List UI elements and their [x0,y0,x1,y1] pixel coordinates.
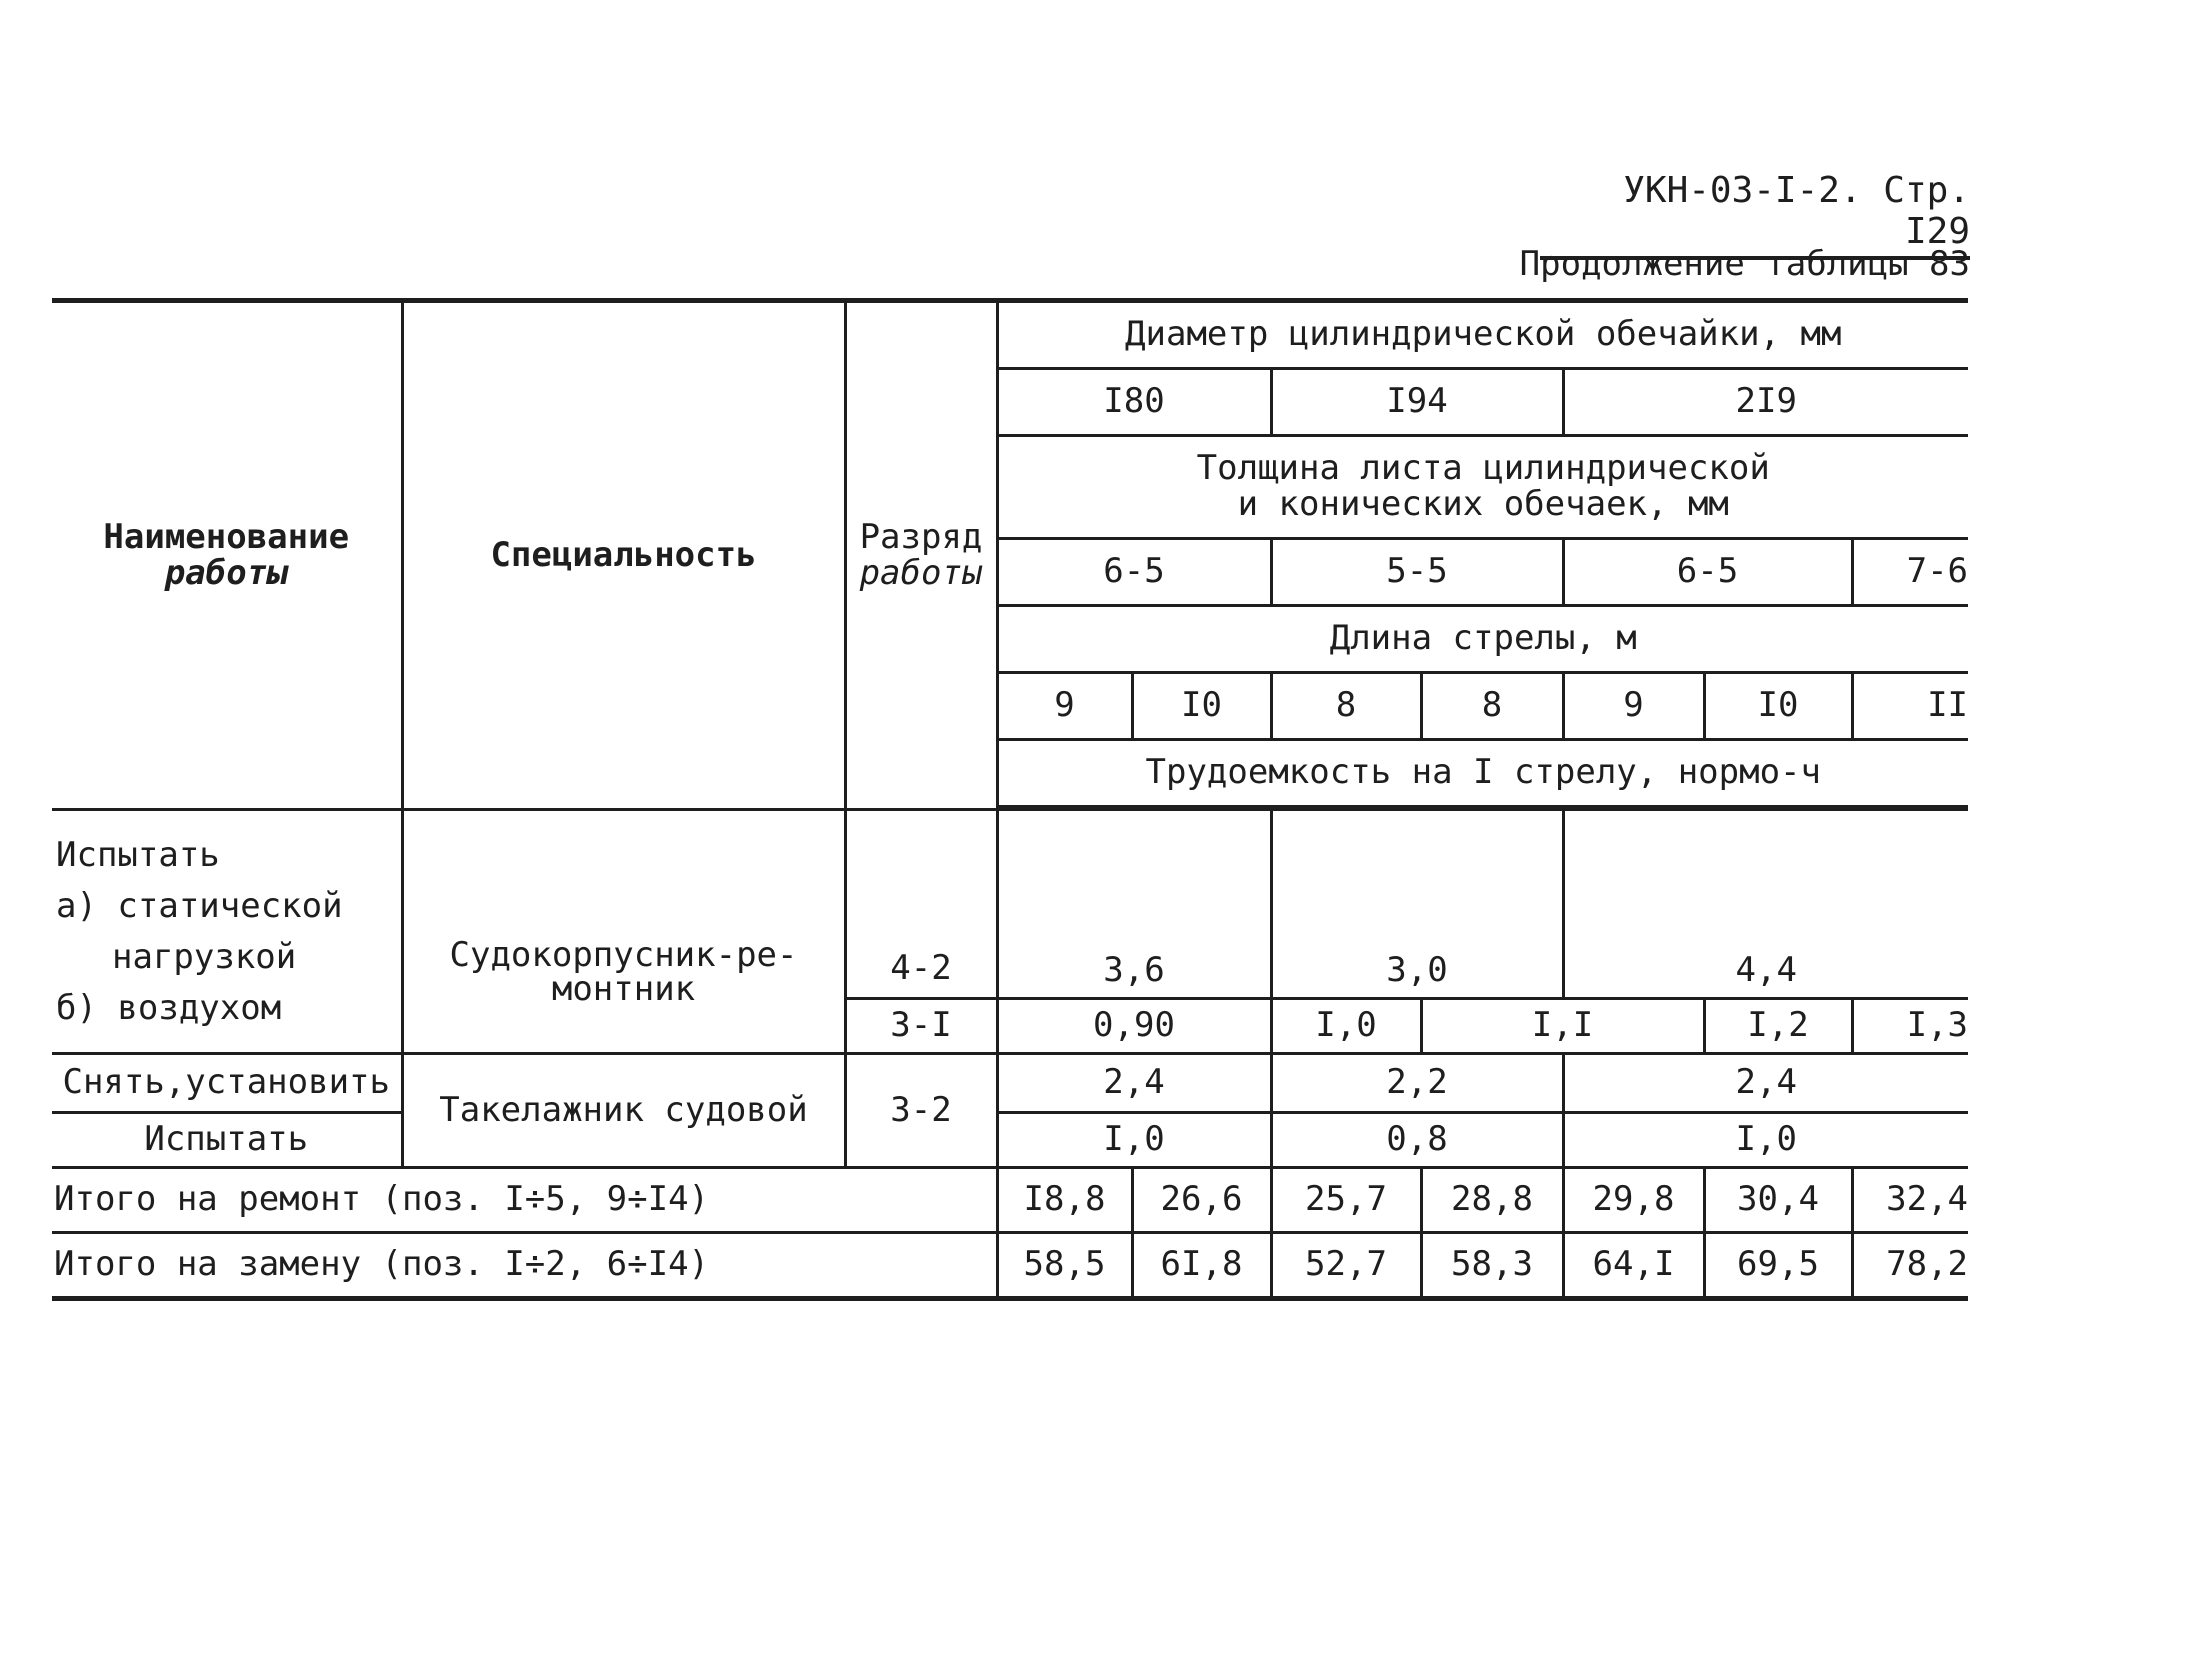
work-test-title: Испытать [56,834,220,875]
work-name-header-line2: работы [164,552,288,593]
labor-value: 3,0 [1271,810,1563,999]
diameter-value: I80 [997,369,1271,436]
thickness-value: 7-6 [1852,539,1968,606]
total-repair-value: 29,8 [1563,1168,1704,1233]
table-continuation-label: Продолжение таблицы 83 [1519,244,1970,284]
boom-length-value: I0 [1704,673,1852,740]
labor-value: 4,4 [1563,810,1968,999]
diameter-title: Диаметр цилиндрической обечайки, мм [997,301,1968,369]
total-replace-value: 58,5 [997,1233,1132,1299]
labor-value: 2,4 [997,1054,1271,1113]
grade-value: 3-I [845,999,997,1054]
total-replace-value: 58,3 [1421,1233,1563,1299]
boom-length-value: I0 [1132,673,1271,740]
labor-value: 2,2 [1271,1054,1563,1113]
specialty-header [402,301,845,810]
work-test-item-a-cont: нагрузкой [112,936,297,977]
labor-value: 3,6 [997,810,1271,999]
labor-value: I,3 [1852,999,1968,1054]
boom-length-value: 9 [1563,673,1704,740]
grade-value: 4-2 [845,810,997,999]
total-repair-value: 32,4 [1852,1168,1968,1233]
grade-header [845,301,997,810]
specialty-hull-repair-line1: Судокорпусник-ре- [449,934,798,975]
total-repair-label: Итого на ремонт (поз. I÷5, 9÷I4) [52,1168,997,1233]
specialty-header-text: Специальность [490,534,757,575]
work-test [52,810,402,1054]
total-replace-value: 69,5 [1704,1233,1852,1299]
labor-value: 0,8 [1271,1113,1563,1168]
specialty-rigger: Такелажник судовой [402,1054,845,1168]
boom-length-title: Длина стрелы, м [997,606,1968,673]
labor-value: 0,90 [997,999,1271,1054]
thickness-value: 6-5 [1563,539,1852,606]
thickness-title [997,436,1968,539]
boom-length-value: 9 [997,673,1132,740]
total-replace-value: 78,2 [1852,1233,1968,1299]
work-remove-install: Снять,установить [52,1054,402,1113]
labor-title: Трудоемкость на I стрелу, нормо-ч [997,740,1968,807]
labor-value: 2,4 [1563,1054,1968,1113]
boom-length-value: 8 [1421,673,1563,740]
work-name-header-line1: Наименование [103,516,350,557]
total-repair-value: I8,8 [997,1168,1132,1233]
document-code: УКН-03-I-2. Стр. I29 [1540,170,1970,260]
labor-value: I,0 [1563,1113,1968,1168]
total-replace-value: 64,I [1563,1233,1704,1299]
grade-header-line2: работы [859,552,983,593]
thickness-title-line2: и конических обечаек, мм [1237,484,1729,524]
total-repair-value: 28,8 [1421,1168,1563,1233]
grade-value: 3-2 [845,1054,997,1168]
thickness-value: 6-5 [997,539,1271,606]
boom-length-value: II [1852,673,1968,740]
labor-value: I,0 [1271,999,1421,1054]
specialty-hull-repair [402,810,845,1054]
labor-value: I,2 [1704,999,1852,1054]
total-repair-value: 25,7 [1271,1168,1421,1233]
labor-value: I,0 [997,1113,1271,1168]
total-replace-label: Итого на замену (поз. I÷2, 6÷I4) [52,1233,997,1299]
thickness-value: 5-5 [1271,539,1563,606]
work-test-item-a: а) статической [56,885,343,926]
work-test-rigging: Испытать [52,1113,402,1168]
diameter-value: I94 [1271,369,1563,436]
thickness-title-line1: Толщина листа цилиндрической [1196,448,1770,489]
total-replace-value: 6I,8 [1132,1233,1271,1299]
diameter-value: 2I9 [1563,369,1968,436]
work-test-item-b: б) воздухом [56,987,282,1028]
labor-value: I,I [1421,999,1704,1054]
total-repair-value: 30,4 [1704,1168,1852,1233]
specialty-hull-repair-line2: монтник [551,968,696,1009]
boom-length-value: 8 [1271,673,1421,740]
labor-table [52,298,1968,1301]
total-repair-value: 26,6 [1132,1168,1271,1233]
grade-header-line1: Разряд [859,516,983,557]
total-replace-value: 52,7 [1271,1233,1421,1299]
work-name-header [52,301,402,810]
